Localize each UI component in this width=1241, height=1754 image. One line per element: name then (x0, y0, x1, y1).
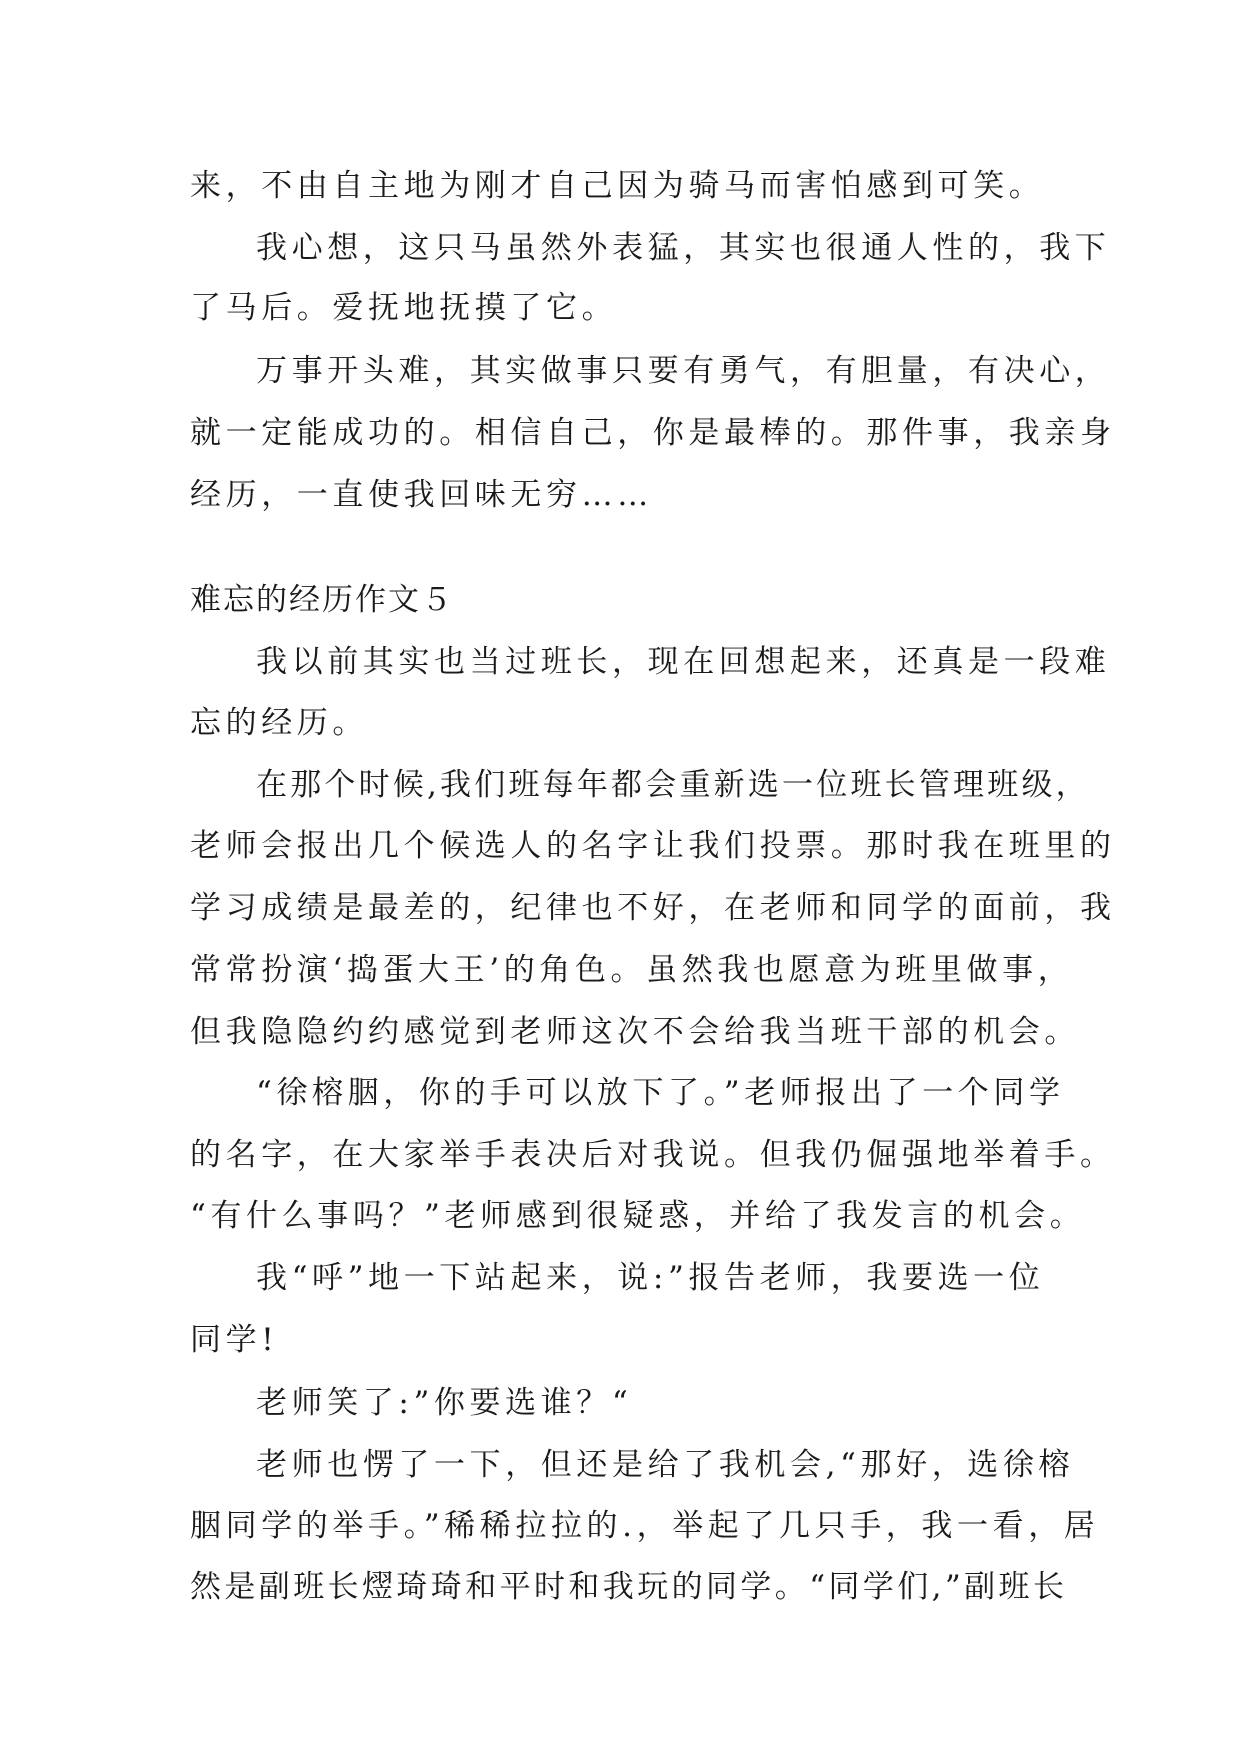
paragraph-line: 忘的经历。 (190, 705, 368, 741)
paragraph-line: 我以前其实也当过班长，现在回想起来，还真是一段难 (256, 644, 1111, 680)
paragraph-line: 来，不由自主地为刚才自己因为骑马而害怕感到可笑。 (190, 168, 1045, 204)
paragraph-line: 我“呼”地一下站起来，说:”报告老师，我要选一位 (256, 1260, 1045, 1296)
paragraph-line: 常常扮演‘捣蛋大王’的角色。虽然我也愿意为班里做事， (190, 952, 1074, 988)
section-heading: 难忘的经历作文５ (190, 582, 454, 618)
paragraph-line: 胭同学的举手。”稀稀拉拉的.，举起了几只手，我一看，居 (190, 1508, 1100, 1544)
paragraph-line: 老师会报出几个候选人的名字让我们投票。那时我在班里的 (190, 828, 1116, 864)
paragraph-line: 就一定能成功的。相信自己，你是最棒的。那件事，我亲身 (190, 415, 1116, 451)
paragraph-line: 学习成绩是最差的，纪律也不好，在老师和同学的面前，我 (190, 890, 1116, 926)
paragraph-line: 经历，一直使我回味无穷…… (190, 477, 653, 513)
paragraph-line: 的名字，在大家举手表决后对我说。但我仍倔强地举着手。 (190, 1137, 1116, 1173)
paragraph-line: “徐榕胭，你的手可以放下了。”老师报出了一个同学 (256, 1075, 1065, 1111)
paragraph-line: 同学! (190, 1322, 279, 1358)
paragraph-line: “有什么事吗？”老师感到很疑惑，并给了我发言的机会。 (190, 1198, 1086, 1234)
paragraph-line: 老师笑了:”你要选谁？“ (256, 1385, 633, 1421)
paragraph-line: 在那个时候,我们班每年都会重新选一位班长管理班级， (256, 767, 1090, 803)
paragraph-line: 老师也愣了一下，但还是给了我机会,“那好，选徐榕 (256, 1447, 1075, 1483)
paragraph-line: 了马后。爱抚地抚摸了它。 (190, 290, 618, 326)
paragraph-line: 但我隐隐约约感觉到老师这次不会给我当班干部的机会。 (190, 1014, 1080, 1050)
paragraph-line: 然是副班长熤琦琦和平时和我玩的同学。“同学们,”副班长 (190, 1569, 1068, 1605)
paragraph-line: 万事开头难，其实做事只要有勇气，有胆量，有决心， (256, 353, 1111, 389)
paragraph-line: 我心想，这只马虽然外表猛，其实也很通人性的，我下 (256, 230, 1111, 266)
